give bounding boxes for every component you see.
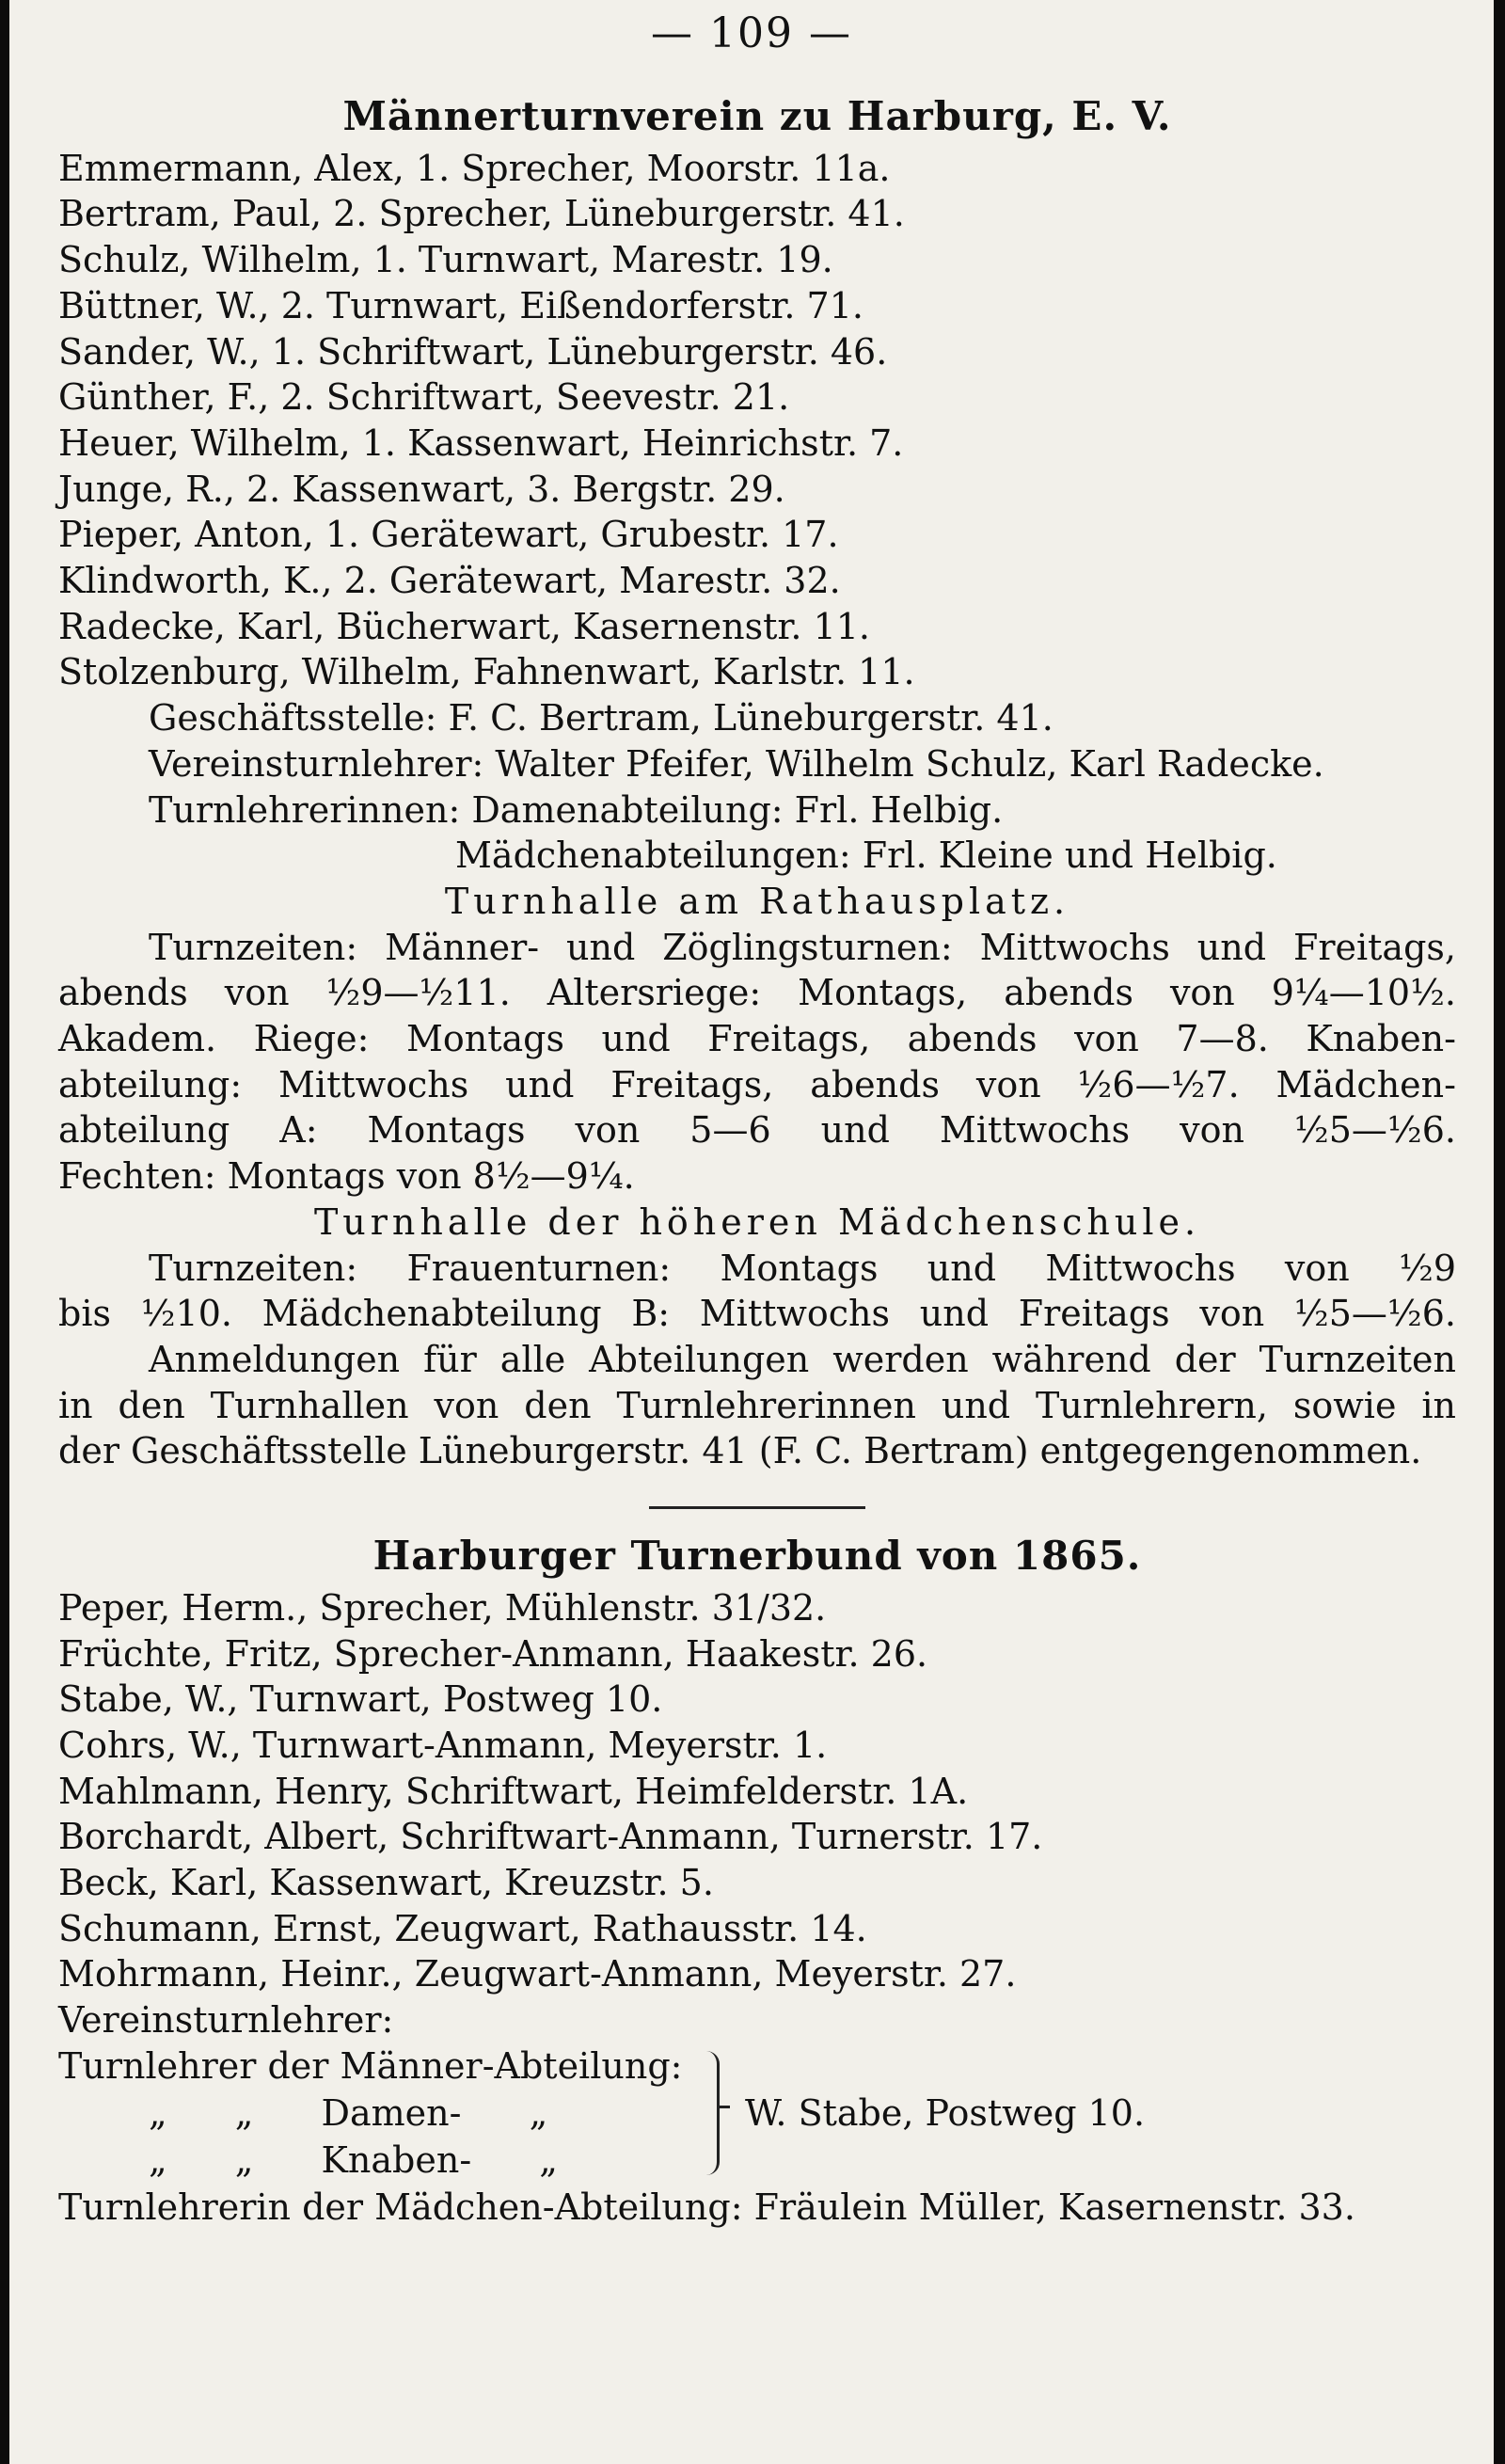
member-entry: Bertram, Paul, 2. Sprecher, Lüneburgerstr. 41. (58, 193, 905, 235)
paragraph-line: abends von ½9—½11. Altersriege: Montags, abends von 9¼—10½. (58, 972, 1456, 1014)
member-entry: Günther, F., 2. Schriftwart, Seevestr. 21. (58, 376, 790, 419)
paragraph-line: Fechten: Montags von 8½—9¼. (58, 1155, 635, 1198)
member-entry: Stabe, W., Turnwart, Postweg 10. (58, 1678, 663, 1721)
member-list (58, 146, 1456, 695)
female-teacher-line: Turnlehrerin der Mädchen-Abteilung: Fräulein Müller, Kasernenstr. 33. (58, 2186, 1355, 2228)
member-entry: Radecke, Karl, Bücherwart, Kasernenstr. 11. (58, 605, 870, 647)
hall-heading: Turnhalle am Rathausplatz. (444, 880, 1070, 922)
brace-line: Turnlehrer der Männer-Abteilung: (58, 2044, 683, 2087)
member-entry: Heuer, Wilhelm, 1. Kassenwart, Heinrichstr. 7. (58, 421, 904, 464)
girls-division-line: Mädchenabteilungen: Frl. Kleine und Helbig. (455, 835, 1277, 877)
section-title-turnerbund: Harburger Turnerbund von 1865. (372, 1533, 1142, 1580)
registration-paragraph (58, 1337, 1456, 1474)
member-entry: Mahlmann, Henry, Schriftwart, Heimfelderstr. 1A. (58, 1770, 969, 1812)
curly-brace-tip (717, 2106, 730, 2108)
member-list (58, 1585, 1456, 1997)
office-line: Geschäftsstelle: F. C. Bertram, Lüneburgerstr. 41. (149, 697, 1054, 739)
member-entry: Emmermann, Alex, 1. Sprecher, Moorstr. 11a. (58, 147, 891, 189)
teachers-label: Vereinsturnlehrer: (58, 1999, 394, 2042)
member-entry: Borchardt, Albert, Schriftwart-Anmann, Turnerstr. 17. (58, 1816, 1043, 1858)
section-title-maennerturnverein: Männerturnverein zu Harburg, E. V. (342, 93, 1172, 139)
paragraph-line: der Geschäftsstelle Lüneburgerstr. 41 (F. C. Bertram) entgegengenommen. (58, 1430, 1422, 1472)
member-entry: Schumann, Ernst, Zeugwart, Rathausstr. 14. (58, 1907, 867, 1949)
member-entry: Sander, W., 1. Schriftwart, Lüneburgerstr. 46. (58, 330, 888, 373)
page-number: — 109 — (651, 9, 852, 57)
member-entry: Büttner, W., 2. Turnwart, Eißendorferstr. 71. (58, 284, 863, 326)
member-entry: Peper, Herm., Sprecher, Mühlenstr. 31/32. (58, 1586, 827, 1629)
teachers-line: Vereinsturnlehrer: Walter Pfeifer, Wilhelm Schulz, Karl Radecke. (149, 742, 1324, 785)
member-entry: Mohrmann, Heinr., Zeugwart-Anmann, Meyerstr. 27. (58, 1953, 1017, 1995)
member-entry: Stolzenburg, Wilhelm, Fahnenwart, Karlstr. 11. (58, 651, 915, 693)
member-entry: Pieper, Anton, 1. Gerätewart, Grubestr. 17. (58, 514, 839, 556)
hall-heading: Turnhalle der höheren Mädchenschule. (313, 1200, 1201, 1243)
section-divider (649, 1506, 865, 1509)
member-entry: Klindworth, K., 2. Gerätewart, Marestr. 32. (58, 560, 841, 602)
book-page (9, 0, 1494, 2464)
times-paragraph (58, 925, 1456, 1200)
page-content (58, 94, 1456, 2231)
female-teachers-line: Turnlehrerinnen: Damenabteilung: Frl. Helbig. (149, 788, 1004, 831)
paragraph-line: abteilung A: Montags von 5—6 und Mittwochs von ½5—½6. (58, 1109, 1456, 1152)
paragraph-line: abteilung: Mittwochs und Freitags, abends von ½6—½7. Mädchen- (58, 1063, 1456, 1105)
times-paragraph (58, 1246, 1456, 1337)
member-entry: Cohrs, W., Turnwart-Anmann, Meyerstr. 1. (58, 1724, 828, 1766)
paragraph-line: Akadem. Riege: Montags und Freitags, abends von 7—8. Knaben- (58, 1018, 1456, 1060)
member-entry: Schulz, Wilhelm, 1. Turnwart, Marestr. 19. (58, 239, 833, 281)
paragraph-line: bis ½10. Mädchenabteilung B: Mittwochs und Freitags von ½5—½6. (58, 1293, 1456, 1335)
member-entry: Früchte, Fritz, Sprecher-Anmann, Haakestr. 26. (58, 1632, 928, 1675)
member-entry: Beck, Karl, Kassenwart, Kreuzstr. 5. (58, 1862, 714, 1904)
brace-line: „ „ Knaben- „ (149, 2138, 558, 2181)
curly-brace (698, 2051, 720, 2175)
paragraph-line: Turnzeiten: Männer- und Zöglingsturnen: Mittwochs und Freitags, (149, 926, 1456, 968)
paragraph-line: Turnzeiten: Frauenturnen: Montags und Mittwochs von ½9 (149, 1247, 1456, 1289)
paragraph-line: Anmeldungen für alle Abteilungen werden während der Turnzeiten (149, 1338, 1456, 1380)
teacher-brace-group (58, 2043, 1456, 2185)
paragraph-line: in den Turnhallen von den Turnlehrerinnen und Turnlehrern, sowie in (58, 1384, 1456, 1426)
brace-line: „ „ Damen- „ (149, 2091, 548, 2134)
member-entry: Junge, R., 2. Kassenwart, 3. Bergstr. 29. (58, 468, 785, 510)
brace-value: W. Stabe, Postweg 10. (745, 2091, 1146, 2134)
